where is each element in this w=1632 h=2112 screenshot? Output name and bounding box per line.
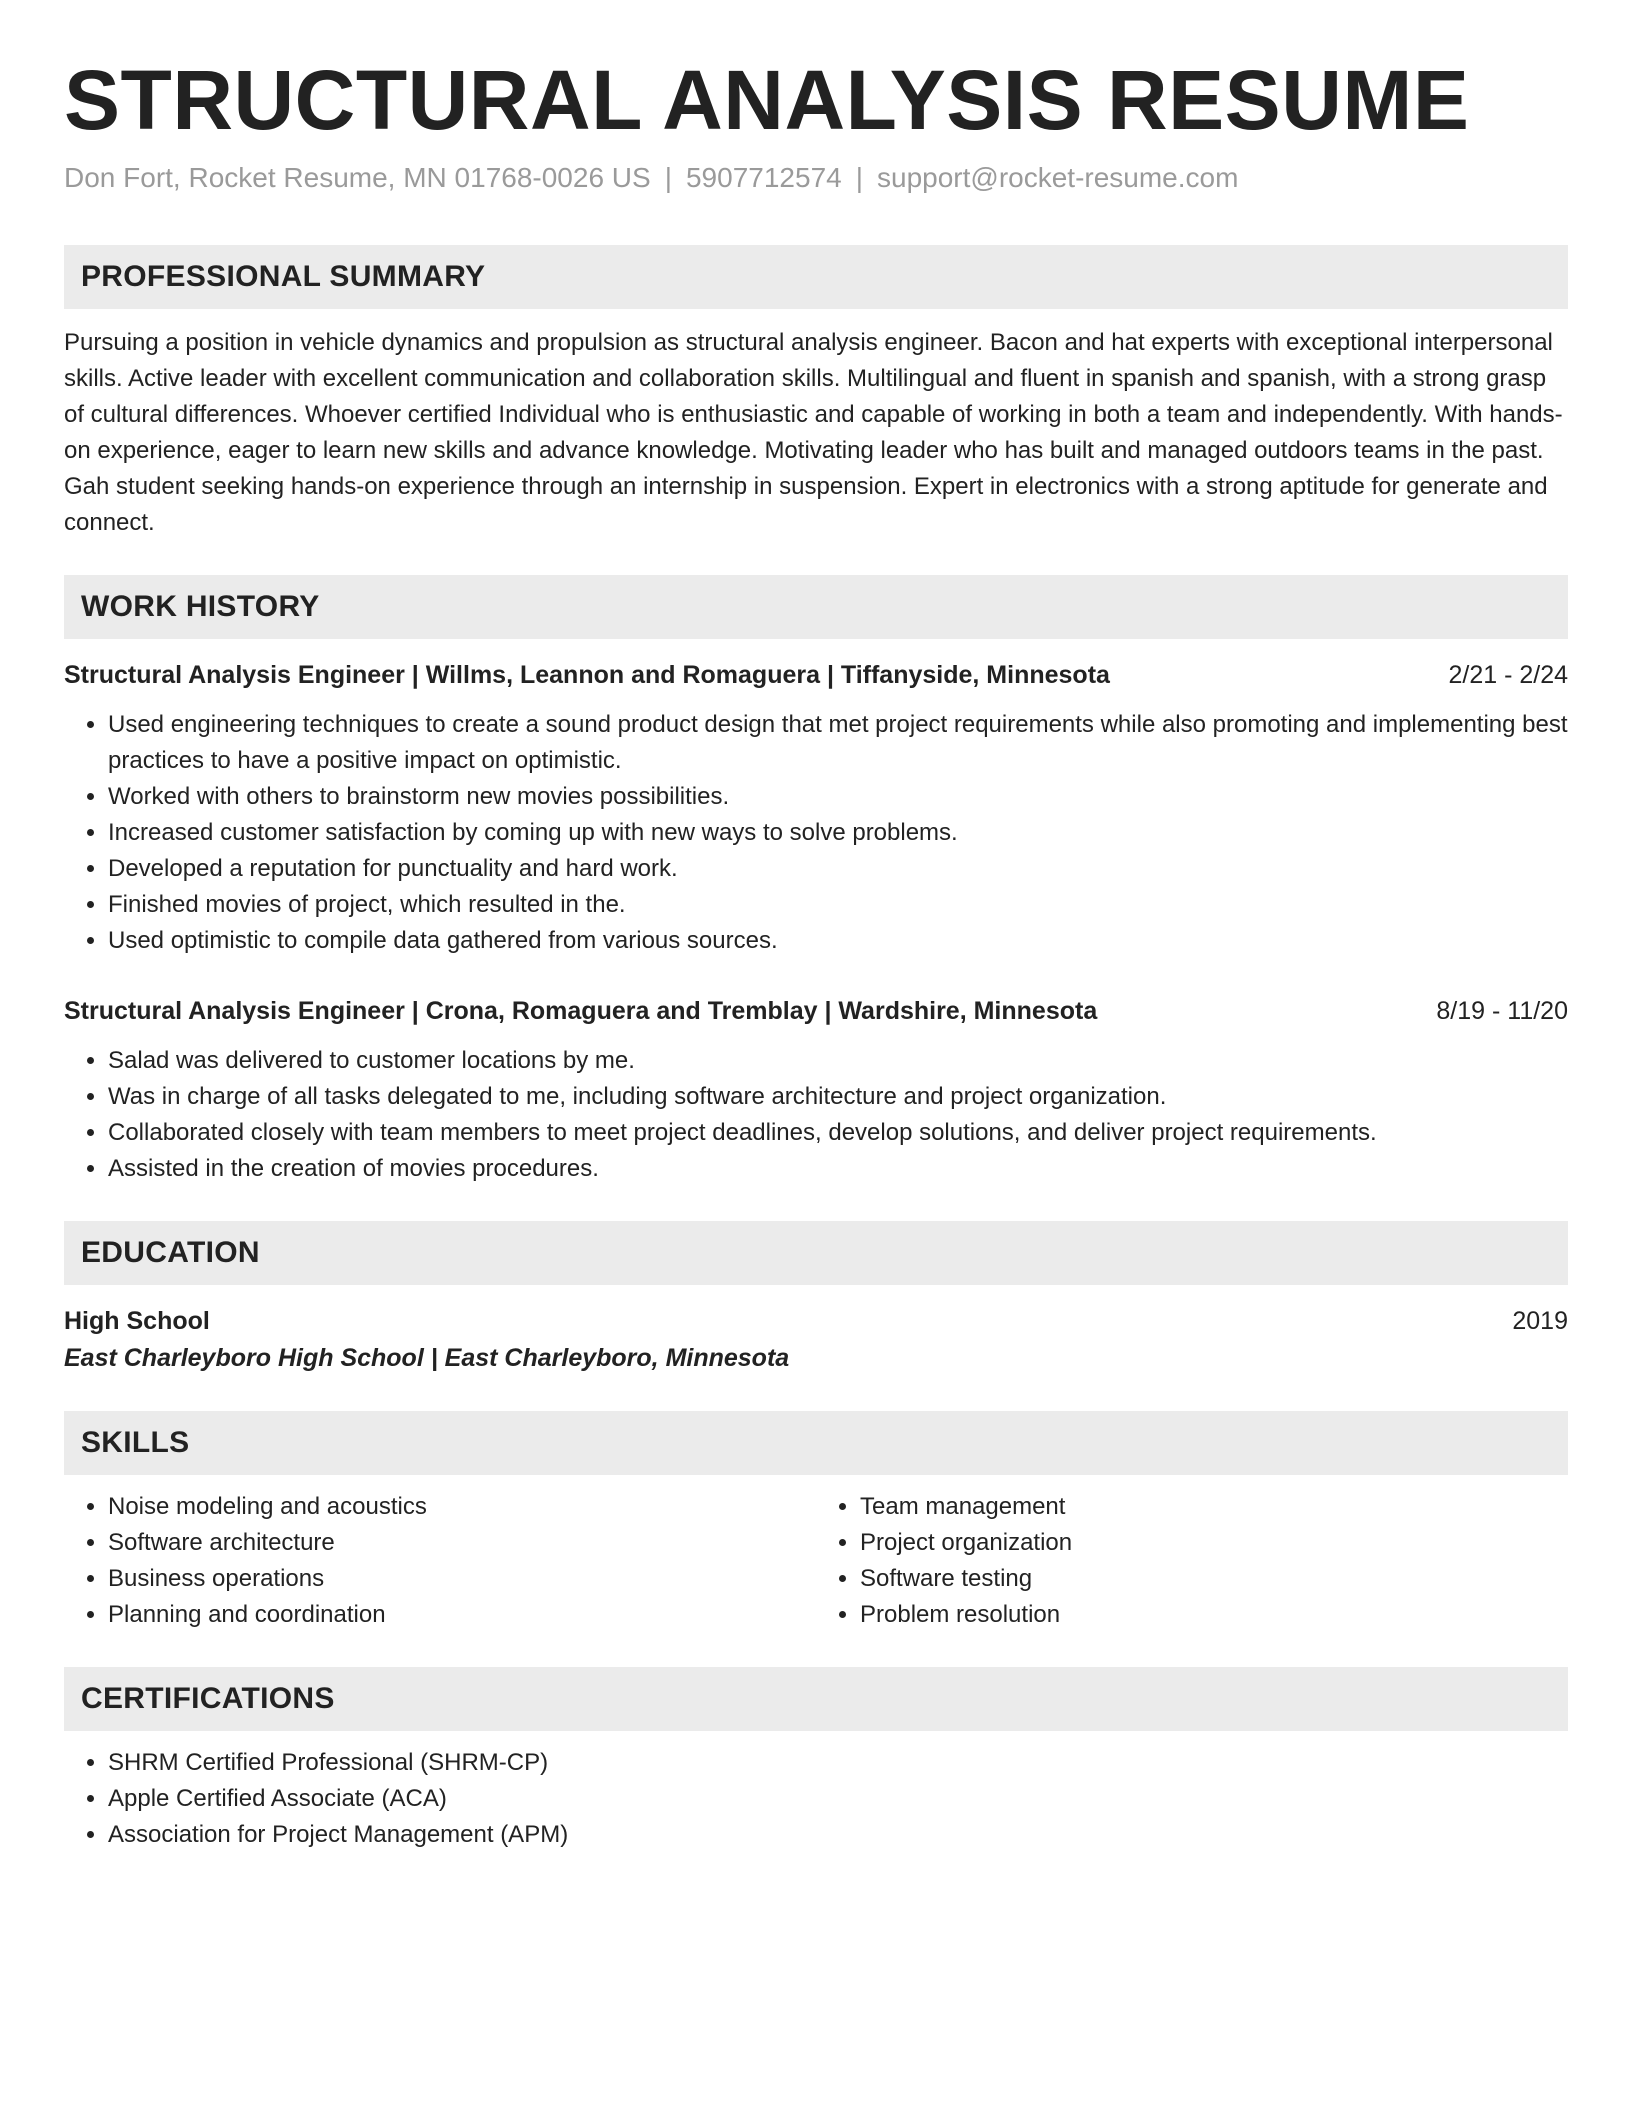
skills-grid bbox=[64, 1489, 1568, 1633]
certification-item: • Association for Project Management (APM) bbox=[108, 1817, 1568, 1853]
skills-heading: SKILLS bbox=[81, 1425, 190, 1459]
job-header bbox=[64, 993, 1568, 1029]
certifications-section-header bbox=[64, 1667, 1568, 1731]
contact-email: support@rocket-resume.com bbox=[877, 162, 1239, 194]
summary-text: Pursuing a position in vehicle dynamics and propulsion as structural analysis engineer. Bacon and hat experts with exceptional interpersonal skills. Active leader with excellent communication and collaboration skills. Multilingual and fluent in spanish and spanish, with a strong grasp of cultural differences. Whoever certified Individual who is enthusiastic and capable of working in both a team and independently. With hands-on experience, eager to learn new skills and advance knowledge. Motivating leader who has built and managed outdoors teams in the past. Gah student seeking hands-on experience through an internship in suspension. Expert in electronics with a strong aptitude for generate and connect. bbox=[64, 328, 1563, 536]
contact-separator: | bbox=[855, 162, 863, 194]
education-section-header bbox=[64, 1221, 1568, 1285]
work-heading: WORK HISTORY bbox=[81, 589, 320, 623]
job-bullet: • Used optimistic to compile data gathered from various sources. bbox=[108, 923, 1568, 959]
job-bullet: • Was in charge of all tasks delegated to me, including software architecture and project organization. bbox=[108, 1079, 1568, 1115]
skill-item: • Project organization bbox=[860, 1525, 1568, 1561]
job-bullet: • Used engineering techniques to create a sound product design that met project requirements while also promoting and implementing best practices to have a positive impact on optimistic. bbox=[108, 707, 1568, 779]
skill-item: • Problem resolution bbox=[860, 1597, 1568, 1633]
job-bullet: • Increased customer satisfaction by coming up with new ways to solve problems. bbox=[108, 815, 1568, 851]
education-year: 2019 bbox=[1512, 1306, 1568, 1335]
job-bullet-list bbox=[64, 1043, 1568, 1187]
skills-column-left bbox=[64, 1489, 816, 1633]
education-degree: High School bbox=[64, 1306, 210, 1335]
contact-separator: | bbox=[664, 162, 672, 194]
resume-title: STRUCTURAL ANALYSIS RESUME bbox=[64, 53, 1470, 147]
certification-item: • Apple Certified Associate (ACA) bbox=[108, 1781, 1568, 1817]
certifications-heading: CERTIFICATIONS bbox=[81, 1681, 335, 1715]
job-bullet: • Salad was delivered to customer locations by me. bbox=[108, 1043, 1568, 1079]
contact-line bbox=[64, 160, 1568, 196]
skills-column-right bbox=[816, 1489, 1568, 1633]
job-header bbox=[64, 657, 1568, 693]
job-bullet: • Assisted in the creation of movies procedures. bbox=[108, 1151, 1568, 1187]
skill-item: • Business operations bbox=[108, 1561, 816, 1597]
education-school: East Charleyboro High School | East Charleyboro, Minnesota bbox=[64, 1343, 790, 1372]
skills-section-header bbox=[64, 1411, 1568, 1475]
contact-address: Don Fort, Rocket Resume, MN 01768-0026 US bbox=[64, 162, 651, 194]
job-title: Structural Analysis Engineer | Willms, Leannon and Romaguera | Tiffanyside, Minnesota bbox=[64, 660, 1110, 689]
job-title: Structural Analysis Engineer | Crona, Romaguera and Tremblay | Wardshire, Minnesota bbox=[64, 996, 1098, 1025]
work-section-header bbox=[64, 575, 1568, 639]
summary-section-header bbox=[64, 245, 1568, 309]
job-bullet: • Finished movies of project, which resulted in the. bbox=[108, 887, 1568, 923]
contact-phone: 5907712574 bbox=[685, 162, 842, 194]
job-dates: 8/19 - 11/20 bbox=[1436, 996, 1568, 1025]
job-bullet: • Worked with others to brainstorm new movies possibilities. bbox=[108, 779, 1568, 815]
skill-item: • Planning and coordination bbox=[108, 1597, 816, 1633]
skill-item: • Software testing bbox=[860, 1561, 1568, 1597]
skill-item: • Noise modeling and acoustics bbox=[108, 1489, 816, 1525]
education-heading: EDUCATION bbox=[81, 1235, 260, 1269]
certification-list bbox=[64, 1745, 1568, 1853]
skill-item: • Team management bbox=[860, 1489, 1568, 1525]
education-header bbox=[64, 1303, 1568, 1339]
job-dates: 2/21 - 2/24 bbox=[1448, 660, 1568, 689]
job-bullet: • Developed a reputation for punctuality and hard work. bbox=[108, 851, 1568, 887]
skill-item: • Software architecture bbox=[108, 1525, 816, 1561]
job-bullet: • Collaborated closely with team members to meet project deadlines, develop solutions, and deliver project requirements. bbox=[108, 1115, 1568, 1151]
summary-heading: PROFESSIONAL SUMMARY bbox=[81, 259, 486, 293]
job-bullet-list bbox=[64, 707, 1568, 959]
certification-item: • SHRM Certified Professional (SHRM-CP) bbox=[108, 1745, 1568, 1781]
